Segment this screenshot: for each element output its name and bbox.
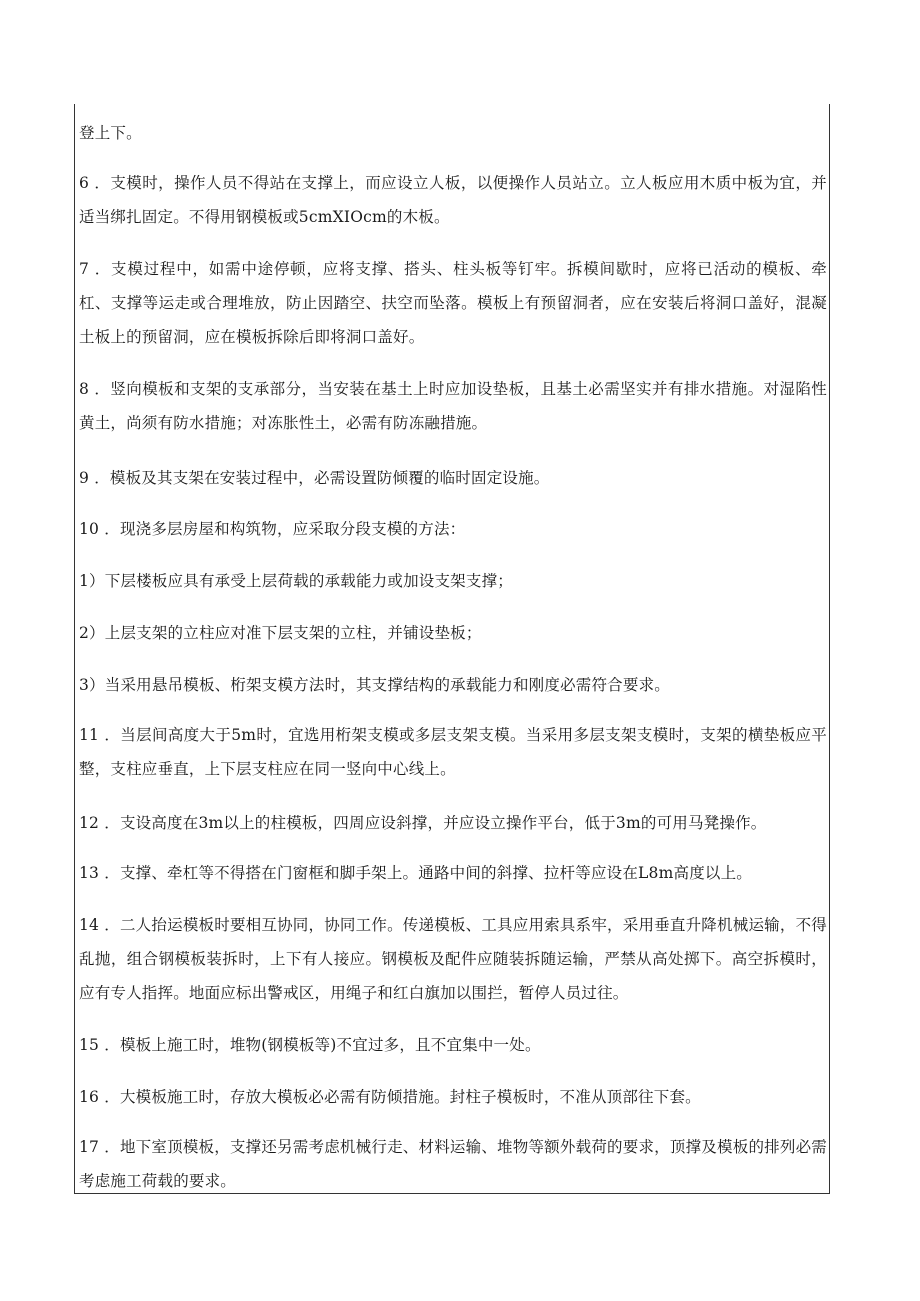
paragraph-item-10: 10 ．现浇多层房屋和构筑物，应采取分段支模的方法： — [79, 520, 466, 538]
paragraph-item-14: 14 ．二人抬运模板时要相互协同，协同工作。传递模板、工具应用索具系牢，采用垂直升降机械运输，不得乱抛，组合钢模板装拆时，上下有人接应。钢模板及配件应随装拆随运输，严禁从高处掷下。高空拆模时，应有专人指挥。地面应标出警戒区，用绳子和红白旗加以围拦，暂停人员过往。 — [79, 916, 827, 1002]
paragraph-item-9: 9 ．模板及其支架在安装过程中，必需设置防倾覆的临时固定设施。 — [79, 469, 550, 487]
paragraph-subitem-3: 3）当采用悬吊模板、桁架支模方法时，其支撑结构的承载能力和刚度必需符合要求。 — [79, 676, 670, 694]
paragraph-subitem-1: 1）下层楼板应具有承受上层荷载的承载能力或加设支架支撑； — [79, 572, 513, 590]
paragraph-subitem-2: 2）上层支架的立柱应对准下层支架的立柱，并铺设垫板； — [79, 624, 482, 642]
paragraph-item-7: 7 ．支模过程中，如需中途停顿，应将支撑、搭头、柱头板等钉牢。拆模间歇时，应将已活动的模板、牵杠、支撑等运走或合理堆放，防止因踏空、扶空而坠落。模板上有预留洞者，应在安装后将洞口盖好，混凝土板上的预留洞，应在模板拆除后即将洞口盖好。 — [79, 260, 827, 346]
paragraph-item-13: 13 ．支撑、牵杠等不得搭在门窗框和脚手架上。通路中间的斜撑、拉杆等应设在L8m高度以上。 — [79, 864, 753, 882]
document-table-cell — [74, 104, 830, 1194]
paragraph-item-11: 11 ．当层间高度大于5m时，宜选用桁架支模或多层支架支模。当采用多层支架支模时，支架的横垫板应平整，支柱应垂直，上下层支柱应在同一竖向中心线上。 — [79, 726, 827, 778]
paragraph-item-17: 17 ．地下室顶模板，支撑还另需考虑机械行走、材料运输、堆物等额外载荷的要求，顶撑及模板的排列必需考虑施工荷载的要求。 — [79, 1138, 827, 1190]
paragraph-item-8: 8 ．竖向模板和支架的支承部分，当安装在基土上时应加设垫板，且基土必需坚实并有排水措施。对湿陷性黄土，尚须有防水措施；对冻胀性土，必需有防冻融措施。 — [79, 380, 827, 432]
paragraph-item-16: 16 ．大模板施工时，存放大模板必必需有防倾措施。封柱子模板时，不准从顶部往下套。 — [79, 1088, 701, 1106]
paragraph-item-12: 12 ．支设高度在3m以上的柱模板，四周应设斜撑，并应设立操作平台，低于3m的可用马凳操作。 — [79, 814, 767, 832]
paragraph-item-15: 15 ．模板上施工时，堆物(钢模板等)不宜过多，且不宜集中一处。 — [79, 1036, 541, 1054]
paragraph-item-6: 6 ．支模时，操作人员不得站在支撑上，而应设立人板，以便操作人员站立。立人板应用木质中板为宜，并适当绑扎固定。不得用钢模板或5cmXIOcm的木板。 — [79, 174, 827, 226]
paragraph-continuation: 登上下。 — [79, 124, 142, 142]
